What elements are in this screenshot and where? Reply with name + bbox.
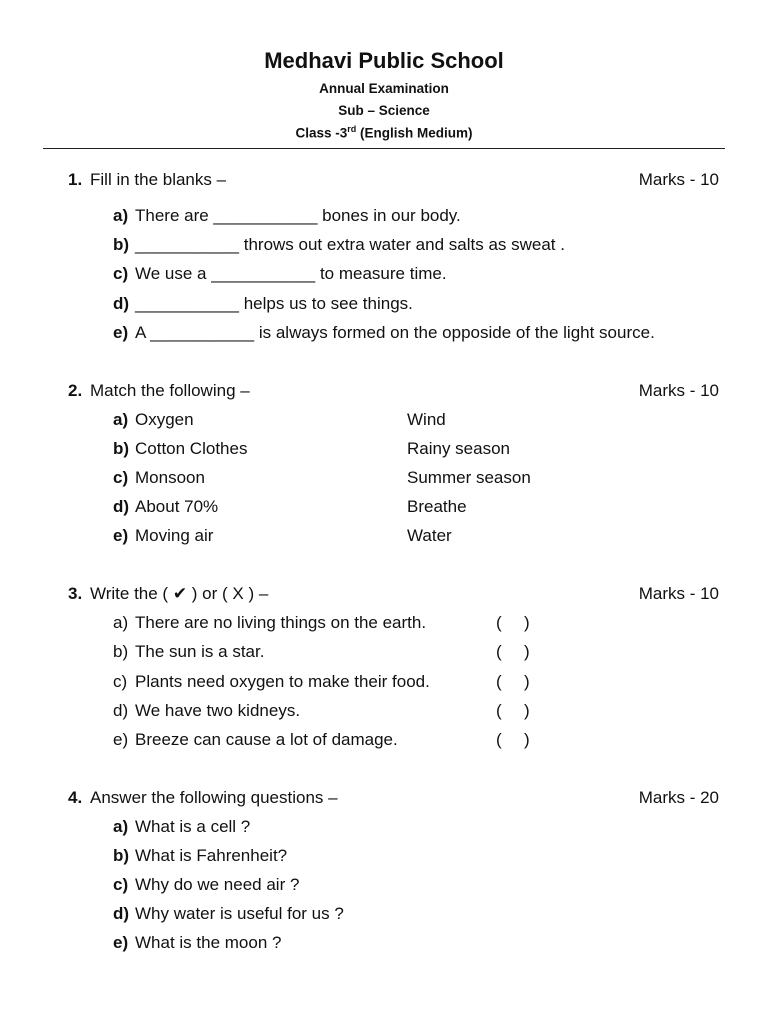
q2-left-item: Moving air bbox=[135, 526, 214, 545]
q1-item-text: A ___________ is always formed on the opposide of the light source. bbox=[135, 323, 655, 342]
q3-item-text: We have two kidneys. bbox=[135, 701, 301, 720]
q3-item-label: c) bbox=[113, 672, 128, 691]
q1-number: 1. bbox=[68, 170, 83, 189]
q3-item-label: b) bbox=[113, 642, 129, 661]
q2-item-label: e) bbox=[113, 526, 129, 545]
q4-marks: Marks - 20 bbox=[638, 788, 719, 807]
q2-marks: Marks - 10 bbox=[638, 381, 719, 400]
q3-marks: Marks - 10 bbox=[638, 584, 719, 603]
q2-left-item: Cotton Clothes bbox=[135, 439, 248, 458]
q2-right-item: Water bbox=[407, 526, 452, 545]
q1-item-text: ___________ throws out extra water and salts as sweat . bbox=[135, 235, 565, 254]
q1-title: Fill in the blanks – bbox=[90, 170, 227, 189]
q3-item-text: Breeze can cause a lot of damage. bbox=[135, 730, 398, 749]
q3-item-text: Plants need oxygen to make their food. bbox=[135, 672, 430, 691]
q4-item-label: e) bbox=[113, 933, 129, 952]
q2-item-label: a) bbox=[113, 410, 129, 429]
q4-item-text: Why do we need air ? bbox=[135, 875, 300, 894]
q2-title: Match the following – bbox=[90, 381, 250, 400]
q4-item-label: b) bbox=[113, 846, 130, 865]
exam-title: Annual Examination bbox=[319, 81, 449, 96]
q3-title: Write the ( ✔ ) or ( X ) – bbox=[90, 584, 269, 603]
subject-line: Sub – Science bbox=[338, 103, 430, 118]
q3-item-label: a) bbox=[113, 613, 129, 632]
q2-number: 2. bbox=[68, 381, 83, 400]
q4-item-text: Why water is useful for us ? bbox=[135, 904, 344, 923]
school-name: Medhavi Public School bbox=[264, 48, 504, 73]
q4-item-label: a) bbox=[113, 817, 129, 836]
q2-right-item: Rainy season bbox=[407, 439, 511, 458]
q2-left-item: About 70% bbox=[135, 497, 219, 516]
q3-item-text: There are no living things on the earth. bbox=[135, 613, 427, 632]
q4-item-label: c) bbox=[113, 875, 129, 894]
q1-item-text: There are ___________ bones in our body. bbox=[135, 206, 461, 225]
q1-item-label: d) bbox=[113, 294, 130, 313]
q2-left-item: Oxygen bbox=[135, 410, 194, 429]
q1-item-label: e) bbox=[113, 323, 129, 342]
q2-right-item: Wind bbox=[407, 410, 446, 429]
q3-item-label: e) bbox=[113, 730, 129, 749]
q1-item-text: ___________ helps us to see things. bbox=[135, 294, 413, 313]
q3-item-label: d) bbox=[113, 701, 129, 720]
q2-item-label: b) bbox=[113, 439, 130, 458]
class-line: Class -3rd (English Medium) bbox=[295, 124, 473, 141]
q2-right-item: Summer season bbox=[407, 468, 531, 487]
q3-item-text: The sun is a star. bbox=[135, 642, 265, 661]
q3-number: 3. bbox=[68, 584, 83, 603]
q4-item-text: What is a cell ? bbox=[135, 817, 251, 836]
q1-item-label: a) bbox=[113, 206, 129, 225]
q4-item-text: What is the moon ? bbox=[135, 933, 282, 952]
q1-item-label: c) bbox=[113, 264, 129, 283]
q4-title: Answer the following questions – bbox=[90, 788, 338, 807]
q4-item-label: d) bbox=[113, 904, 130, 923]
q1-marks: Marks - 10 bbox=[638, 170, 719, 189]
q4-number: 4. bbox=[68, 788, 83, 807]
header-divider bbox=[43, 148, 725, 149]
q2-item-label: c) bbox=[113, 468, 129, 487]
q2-right-item: Breathe bbox=[407, 497, 467, 516]
q1-item-text: We use a ___________ to measure time. bbox=[135, 264, 447, 283]
q4-item-text: What is Fahrenheit? bbox=[135, 846, 288, 865]
q1-item-label: b) bbox=[113, 235, 130, 254]
q2-left-item: Monsoon bbox=[135, 468, 205, 487]
q2-item-label: d) bbox=[113, 497, 130, 516]
